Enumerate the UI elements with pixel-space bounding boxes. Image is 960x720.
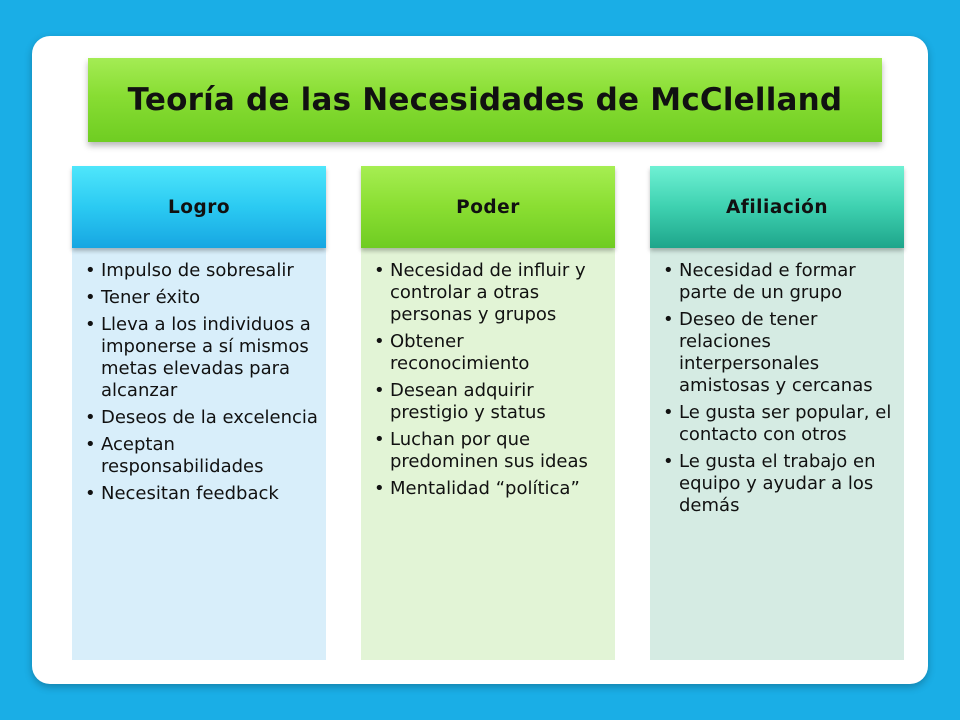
column-header-poder: Poder: [361, 166, 615, 248]
bullet-list-logro: [84, 260, 318, 505]
list-item: [662, 309, 896, 397]
column-poder: [361, 166, 615, 660]
column-header-logro: Logro: [72, 166, 326, 248]
list-item: [84, 407, 318, 429]
list-item-text: Le gusta el trabajo en equipo y ayudar a los demás: [679, 451, 876, 516]
list-item: [662, 260, 896, 304]
list-item-text: Deseo de tener relaciones interpersonales amistosas y cercanas: [679, 309, 873, 396]
bullet-icon: •: [663, 402, 674, 423]
list-item-text: Obtener reconocimiento: [390, 331, 530, 374]
bullet-icon: •: [374, 331, 385, 352]
list-item: [662, 451, 896, 517]
column-logro: [72, 166, 326, 660]
bullet-list-afiliacion: [662, 260, 896, 517]
page-title: Teoría de las Necesidades de McClelland: [127, 82, 843, 118]
bullet-list-poder: [373, 260, 607, 500]
column-body-poder: [361, 248, 615, 660]
list-item-text: Deseos de la excelencia: [101, 407, 318, 428]
list-item-text: Luchan por que predominen sus ideas: [390, 429, 588, 472]
list-item: [373, 429, 607, 473]
bullet-icon: •: [374, 260, 385, 281]
list-item-text: Desean adquirir prestigio y status: [390, 380, 546, 423]
list-item-text: Necesidad e formar parte de un grupo: [679, 260, 856, 303]
list-item-text: Lleva a los individuos a imponerse a sí mismos metas elevadas para alcanzar: [101, 314, 311, 401]
list-item-text: Tener éxito: [101, 287, 201, 308]
bullet-icon: •: [85, 287, 96, 308]
list-item-text: Necesidad de influir y controlar a otras personas y grupos: [390, 260, 586, 325]
bullet-icon: •: [374, 429, 385, 450]
bullet-icon: •: [85, 314, 96, 335]
bullet-icon: •: [374, 380, 385, 401]
column-body-logro: [72, 248, 326, 660]
bullet-icon: •: [85, 407, 96, 428]
list-item-text: Impulso de sobresalir: [101, 260, 294, 281]
column-header-afiliacion: Afiliación: [650, 166, 904, 248]
column-body-afiliacion: [650, 248, 904, 660]
list-item: [373, 331, 607, 375]
list-item-text: Aceptan responsabilidades: [101, 434, 264, 477]
list-item-text: Necesitan feedback: [101, 483, 279, 504]
list-item: [84, 287, 318, 309]
bullet-icon: •: [374, 478, 385, 499]
bullet-icon: •: [85, 260, 96, 281]
list-item: [662, 402, 896, 446]
list-item: [373, 260, 607, 326]
bullet-icon: •: [85, 434, 96, 455]
column-afiliacion: [650, 166, 904, 660]
list-item-text: Mentalidad “política”: [390, 478, 580, 499]
list-item: [84, 434, 318, 478]
list-item: [84, 483, 318, 505]
list-item: [373, 478, 607, 500]
bullet-icon: •: [663, 451, 674, 472]
list-item: [373, 380, 607, 424]
title-banner: [88, 58, 882, 142]
list-item-text: Le gusta ser popular, el contacto con otros: [679, 402, 892, 445]
list-item: [84, 314, 318, 402]
bullet-icon: •: [85, 483, 96, 504]
list-item: [84, 260, 318, 282]
bullet-icon: •: [663, 309, 674, 330]
bullet-icon: •: [663, 260, 674, 281]
